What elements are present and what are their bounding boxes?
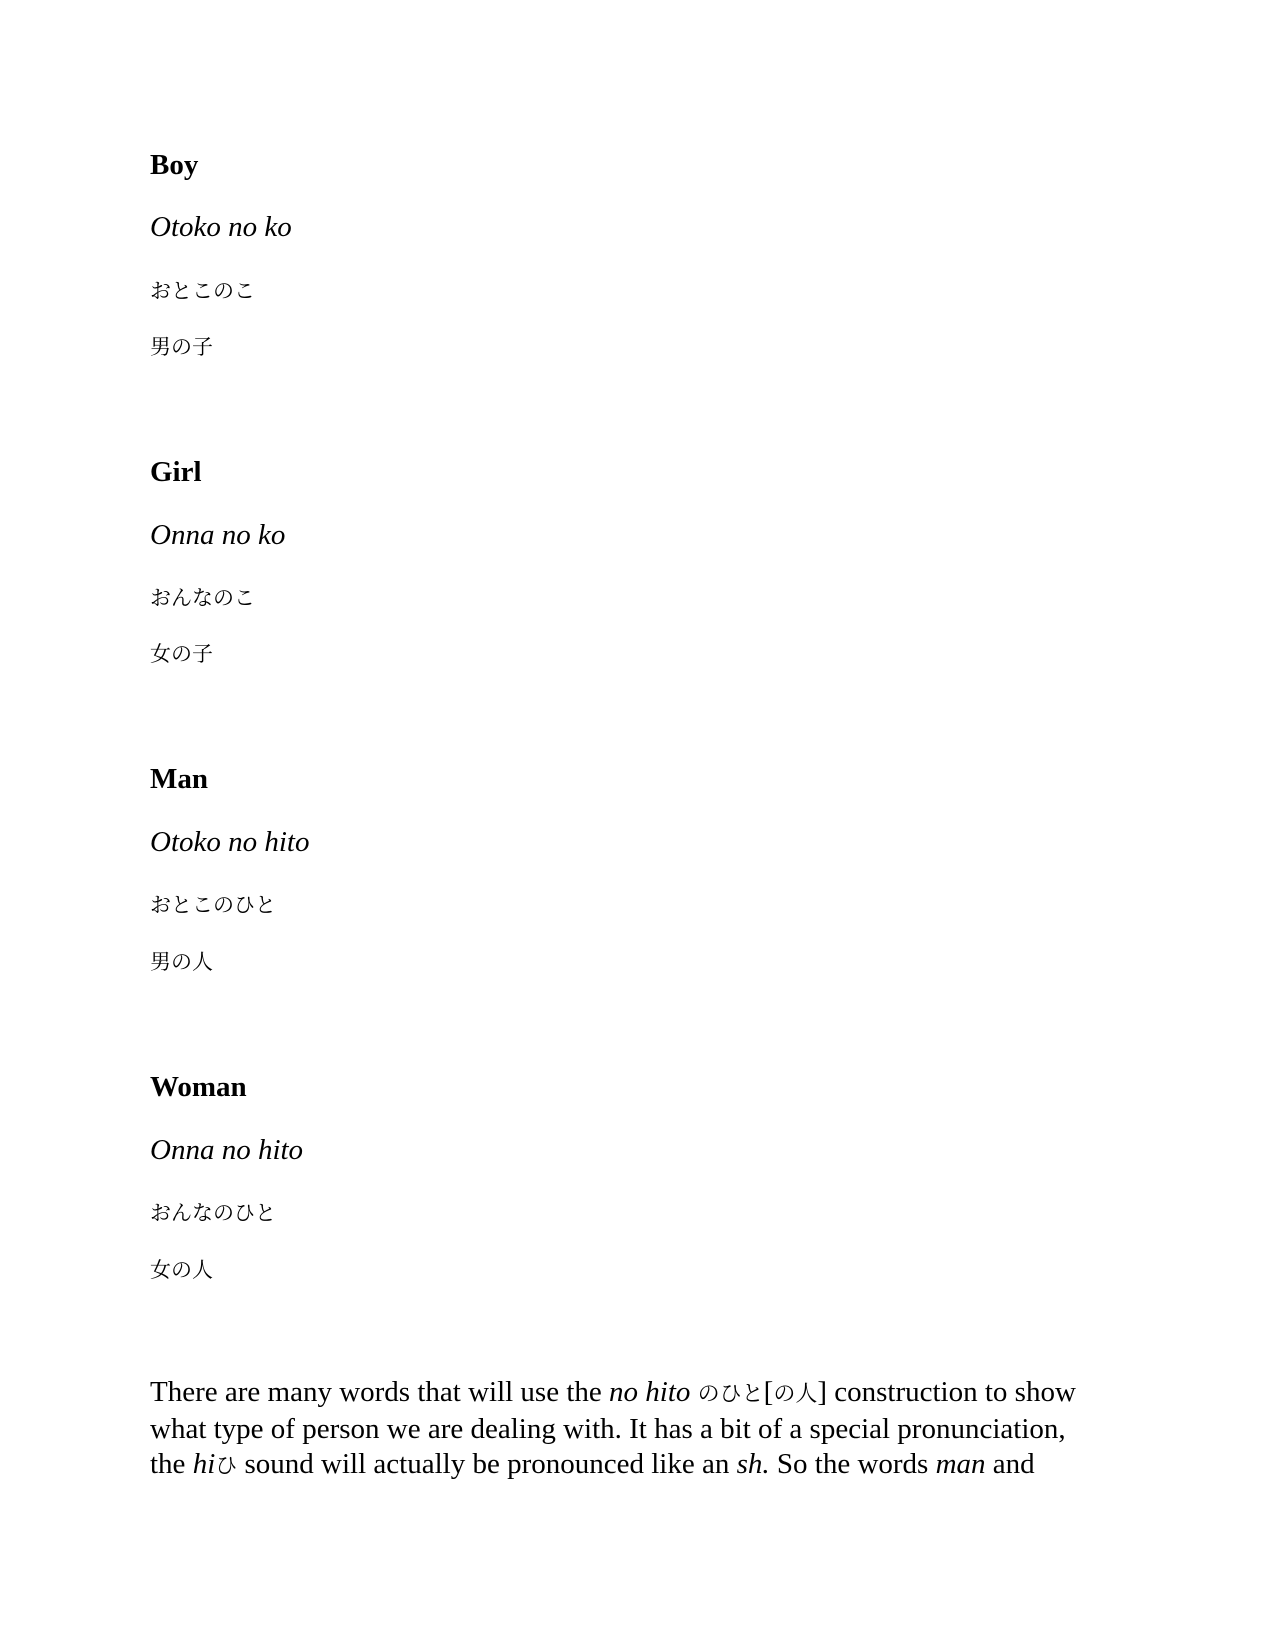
explanation-paragraph: [150, 1375, 1130, 1484]
entry-1-kanji: 男の子: [150, 335, 213, 359]
entry-2-kanji: 女の子: [150, 642, 213, 666]
entry-4-kanji: 女の人: [150, 1258, 213, 1282]
entry-3-romaji: Otoko no hito: [150, 826, 310, 858]
entry-1-romaji: Otoko no ko: [150, 211, 292, 243]
entry-4-kana: おんなのひと: [150, 1201, 276, 1225]
entry-2-english: Girl: [150, 456, 202, 488]
entry-3-english: Man: [150, 763, 208, 795]
entry-3-kanji: 男の人: [150, 950, 213, 974]
entry-2-kana: おんなのこ: [150, 586, 255, 610]
entry-2-romaji: Onna no ko: [150, 519, 286, 551]
paragraph-line-3: the hiひ sound will actually be pronounced like an sh. So the words man and: [150, 1448, 1035, 1480]
entry-4-romaji: Onna no hito: [150, 1134, 304, 1166]
entry-1-english: Boy: [150, 149, 199, 181]
paragraph-line-1: There are many words that will use the no hito のひと[の人] construction to show: [150, 1376, 1076, 1408]
paragraph-line-2: what type of person we are dealing with. It has a bit of a special pronunciation,: [150, 1413, 1066, 1445]
entry-1-kana: おとこのこ: [150, 279, 255, 303]
entry-3-kana: おとこのひと: [150, 893, 276, 917]
entry-4-english: Woman: [150, 1071, 247, 1103]
